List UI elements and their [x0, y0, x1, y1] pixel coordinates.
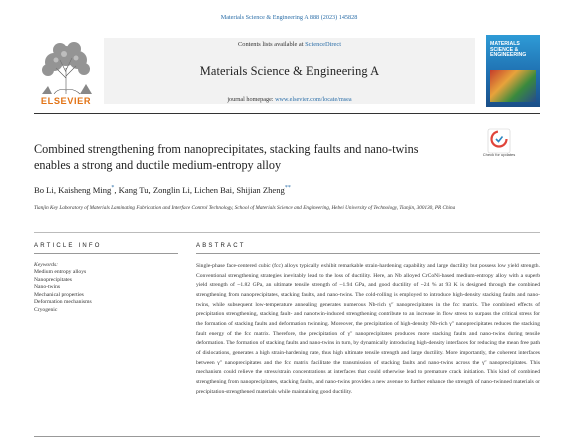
- author-affiliation: Tianjin Key Laboratory of Materials Laminating Fabrication and Interface Control Technology, School of Materials Science and Engineering, Hebei University of Technology, Tianjin, 300130, PR China: [34, 205, 456, 211]
- corresponding-author-mark[interactable]: *: [111, 185, 115, 192]
- cover-image: [490, 70, 536, 102]
- abstract-text: Single-phase face-centered cubic (fcc) alloys typically exhibit remarkable strain-hardening capability and large ductility but possess low yield strength. Conventional strengthening strategies inevitably lead to the loss of ductility. Here, an Nb alloyed CrCoNi-based medium-entropy alloy with a superb yield strength of ~1.82 GPa, an ultimate tensile strength of ~1.94 GPa, and good ductility of ~24 % at 93 K is designed through the combined strengthening from nanoprecipitates, stacking faults, and nano-twins. The cold-rolling is employed to introduce high-density stacking faults and nano-twins, while subsequent low-temperature annealing generates numerous Nb-rich γ″ nanoprecipitates in the fcc matrix. The combined effects of precipitation strengthening, stacking fault- and nanotwin-induced strengthening contribute to an increase in flow stress to surpass the critical stress for the formation of stacking faults and deformation twinning. Moreover, the precipitation of high-density Nb-rich γ″ nanoprecipitates reduces the stacking fault energy of the fcc matrix. Therefore, the precipitation of γ″ nanoprecipitates produces more stacking faults and nano-twins during tensile deformation. The formation of stacking faults and nano-twins in turn, by dynamically introducing high-density interfaces for reducing the mean free path of dislocations, generates a high strain-hardening rate, thus high ultimate tensile strength and large ductility. More importantly, the coherent interfaces between γ″ nanoprecipitates and the fcc matrix facilitate the transmission of stacking faults and nano-twins across the γ″ nanoprecipitates. This mechanism could relieve the stress/strain concentrations at interfaces that could otherwise lead to premature crack initiation. This kind of combined strengthening from nanoprecipitates, stacking faults, and nano-twins provides a new avenue to further enhance the strength of nano-twinned materials or precipitation-strengthened materials while maintaining good ductility.: [196, 263, 540, 395]
- check-for-updates-label[interactable]: Check for updates: [482, 152, 516, 157]
- keyword-item: Cryogenic: [34, 306, 58, 313]
- affiliation-divider: [34, 232, 540, 233]
- keywords-label: Keywords:: [34, 262, 59, 268]
- journal-title: Materials Science & Engineering A: [199, 64, 380, 78]
- contents-prefix: Contents lists available at: [238, 41, 306, 48]
- author-list: Bo Li, Kaisheng Ming*, Kang Tu, Zonglin Li, Lichen Bai, Shijian Zheng**: [34, 185, 291, 195]
- author-name[interactable]: Kaisheng Ming: [58, 185, 112, 195]
- keyword-item: Nano-twins: [34, 284, 61, 291]
- author-name[interactable]: Bo Li: [34, 185, 54, 195]
- abstract-divider: [196, 253, 540, 254]
- publisher-logo-text: ELSEVIER: [40, 96, 92, 106]
- contents-line: [104, 41, 475, 48]
- homepage-prefix: journal homepage:: [227, 96, 276, 103]
- abstract-heading: ABSTRACT: [196, 243, 246, 249]
- article-title: Combined strengthening from nanoprecipitates, stacking faults and nano-twins enables a strong and ductile medium-entropy alloy: [34, 142, 419, 172]
- abstract-bottom-divider: [34, 436, 540, 437]
- corresponding-author-mark[interactable]: **: [284, 185, 291, 192]
- author-name[interactable]: Zonglin Li: [152, 185, 190, 195]
- header-divider: [34, 113, 540, 114]
- keyword-item: Deformation mechanisms: [34, 299, 92, 306]
- author-name[interactable]: Shijian Zheng: [236, 185, 285, 195]
- article-info-heading: ARTICLE INFO: [34, 243, 102, 249]
- author-name[interactable]: Kang Tu: [118, 185, 149, 195]
- keywords-list: [34, 269, 92, 315]
- keyword-item: Nanoprecipitates: [34, 276, 72, 283]
- keyword-item: Mechanical properties: [34, 291, 84, 298]
- cover-title: MATERIALS SCIENCE & ENGINEERING: [490, 41, 527, 59]
- article-info-divider: [34, 253, 178, 254]
- journal-homepage-link[interactable]: www.elsevier.com/locate/msea: [275, 96, 352, 103]
- author-name[interactable]: Lichen Bai: [194, 185, 233, 195]
- journal-homepage-line: [104, 96, 475, 103]
- keyword-item: Medium entropy alloys: [34, 269, 87, 275]
- check-for-updates-icon[interactable]: [487, 128, 511, 154]
- sciencedirect-link[interactable]: ScienceDirect: [305, 41, 341, 48]
- journal-citation: Materials Science & Engineering A 888 (2023) 145828: [220, 14, 358, 21]
